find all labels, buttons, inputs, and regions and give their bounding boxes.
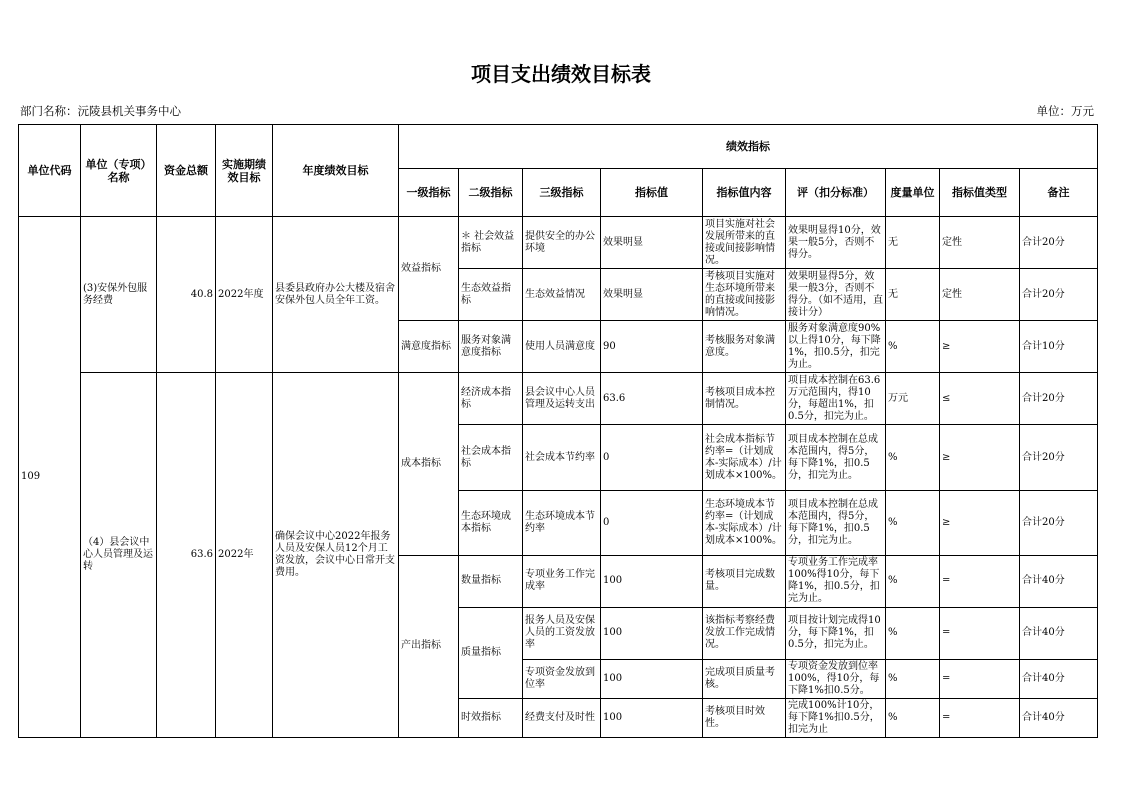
measure-unit-cell: % (886, 425, 940, 490)
annual-target-cell: 确保会议中心2022年报务人员及安保人员12个月工资发放，会议中心日常开支费用。 (273, 373, 399, 738)
level1-cell: 满意度指标 (399, 321, 459, 373)
project-funds-cell: 40.8 (157, 217, 216, 373)
remark-cell: 合计10分 (1020, 321, 1098, 373)
scoring-cell: 项目按计划完成得10分，每下降1%，扣0.5分，扣完为止。 (786, 607, 886, 659)
level3-cell: 县会议中心人员管理及运转支出 (523, 373, 601, 425)
level2-cell: 质量指标 (459, 607, 523, 698)
project-funds-cell: 63.6 (157, 373, 216, 738)
value-type-cell: = (940, 698, 1020, 737)
remark-cell: 合计40分 (1020, 698, 1098, 737)
level2-cell: 时效指标 (459, 698, 523, 737)
value-type-cell: = (940, 607, 1020, 659)
level2-cell: 服务对象满意度指标 (459, 321, 523, 373)
value-cell: 100 (601, 698, 703, 737)
level3-cell: 报务人员及安保人员的工资发放率 (523, 607, 601, 659)
header-remark: 备注 (1020, 169, 1098, 217)
remark-cell: 合计40分 (1020, 555, 1098, 607)
header-unit-code: 单位代码 (19, 125, 81, 217)
value-content-cell: 考核服务对象满意度。 (703, 321, 786, 373)
level2-cell: 社会成本指标 (459, 425, 523, 490)
measure-unit-cell: % (886, 321, 940, 373)
unit-code-cell: 109 (19, 217, 81, 738)
level1-cell: 成本指标 (399, 373, 459, 555)
scoring-cell: 效果明显得5分，效果一般3分，否则不得分。（如不适用，直接计分） (786, 269, 886, 321)
scoring-cell: 专项业务工作完成率100%得10分，每下降1%，扣0.5分，扣完为止。 (786, 555, 886, 607)
value-cell: 90 (601, 321, 703, 373)
level3-cell: 提供安全的办公环境 (523, 217, 601, 269)
project-name-cell: （4）县会议中心人员管理及运转 (81, 373, 157, 738)
header-value-content: 指标值内容 (703, 169, 786, 217)
measure-unit-cell: 万元 (886, 373, 940, 425)
header-unit-name: 单位（专项）名称 (81, 125, 157, 217)
scoring-cell: 效果明显得10分，效果一般5分，否则不得分。 (786, 217, 886, 269)
table-row (19, 373, 1098, 425)
value-cell: 63.6 (601, 373, 703, 425)
measure-unit-cell: % (886, 490, 940, 555)
value-content-cell: 该指标考察经费发放工作完成情况。 (703, 607, 786, 659)
header-total-funds: 资金总额 (157, 125, 216, 217)
remark-cell: 合计20分 (1020, 217, 1098, 269)
value-content-cell: 考核项目实施对生态环境所带来的直接或间接影响情况。 (703, 269, 786, 321)
project-name-cell: (3)安保外包服务经费 (81, 217, 157, 373)
level3-cell: 生态效益情况 (523, 269, 601, 321)
level2-cell: 生态环境成本指标 (459, 490, 523, 555)
level3-cell: 专项业务工作完成率 (523, 555, 601, 607)
annual-target-cell: 县委县政府办公大楼及宿舍安保外包人员全年工资。 (273, 217, 399, 373)
value-cell: 效果明显 (601, 269, 703, 321)
value-content-cell: 考核项目时效性。 (703, 698, 786, 737)
measure-unit-cell: 无 (886, 217, 940, 269)
scoring-cell: 完成100%计10分，每下降1%扣0.5分，扣完为止 (786, 698, 886, 737)
value-cell: 100 (601, 659, 703, 698)
value-type-cell: 定性 (940, 217, 1020, 269)
header-scoring: 评（扣分标准） (786, 169, 886, 217)
remark-cell: 合计20分 (1020, 373, 1098, 425)
level3-cell: 社会成本节约率 (523, 425, 601, 490)
level3-cell: 专项资金发放到位率 (523, 659, 601, 698)
header-level3: 三级指标 (523, 169, 601, 217)
value-content-cell: 生态环境成本节约率=（计划成本-实际成本）/计划成本×100%。 (703, 490, 786, 555)
value-type-cell: ≤ (940, 373, 1020, 425)
level3-cell: 生态环境成本节约率 (523, 490, 601, 555)
level2-cell: 生态效益指标 (459, 269, 523, 321)
value-content-cell: 完成项目质量考核。 (703, 659, 786, 698)
scoring-cell: 项目成本控制在总成本范围内，得5分，每下降1%，扣0.5分，扣完为止。 (786, 490, 886, 555)
header-measure-unit: 度量单位 (886, 169, 940, 217)
header-level2: 二级指标 (459, 169, 523, 217)
header-value: 指标值 (601, 169, 703, 217)
value-cell: 0 (601, 425, 703, 490)
value-content-cell: 社会成本指标节约率=（计划成本-实际成本）/计划成本×100%。 (703, 425, 786, 490)
value-cell: 效果明显 (601, 217, 703, 269)
value-type-cell: = (940, 659, 1020, 698)
header-annual-target: 年度绩效目标 (273, 125, 399, 217)
department-name: 部门名称：沅陵县机关事务中心 (20, 104, 181, 118)
level2-cell: 经济成本指标 (459, 373, 523, 425)
remark-cell: 合计20分 (1020, 269, 1098, 321)
level3-cell: 使用人员满意度 (523, 321, 601, 373)
project-period-cell: 2022年度 (216, 217, 273, 373)
value-type-cell: ≥ (940, 490, 1020, 555)
value-content-cell: 项目实施对社会发展所带来的直接或间接影响情况。 (703, 217, 786, 269)
currency-unit: 单位：万元 (1036, 104, 1094, 118)
level3-cell: 经费支付及时性 (523, 698, 601, 737)
value-type-cell: 定性 (940, 269, 1020, 321)
performance-target-table (18, 124, 1098, 738)
header-indicators: 绩效指标 (399, 125, 1098, 169)
measure-unit-cell: % (886, 659, 940, 698)
measure-unit-cell: 无 (886, 269, 940, 321)
value-type-cell: = (940, 555, 1020, 607)
value-cell: 0 (601, 490, 703, 555)
page-title: 项目支出绩效目标表 (471, 62, 651, 86)
level1-cell: 效益指标 (399, 217, 459, 321)
scoring-cell: 专项资金发放到位率100%，得10分，每下降1%扣0.5分。 (786, 659, 886, 698)
scoring-cell: 服务对象满意度90%以上得10分，每下降1%，扣0.5分，扣完为止。 (786, 321, 886, 373)
value-type-cell: ≥ (940, 425, 1020, 490)
header-period-target: 实施期绩效目标 (216, 125, 273, 217)
measure-unit-cell: % (886, 698, 940, 737)
level1-cell: 产出指标 (399, 555, 459, 737)
scoring-cell: 项目成本控制在63.6万元范围内，得10分，每超出1%，扣0.5分，扣完为止。 (786, 373, 886, 425)
value-content-cell: 考核项目完成数量。 (703, 555, 786, 607)
scoring-cell: 项目成本控制在总成本范围内，得5分，每下降1%，扣0.5分，扣完为止。 (786, 425, 886, 490)
value-cell: 100 (601, 607, 703, 659)
remark-cell: 合计20分 (1020, 425, 1098, 490)
value-content-cell: 考核项目成本控制情况。 (703, 373, 786, 425)
remark-cell: 合计40分 (1020, 659, 1098, 698)
remark-cell: 合计20分 (1020, 490, 1098, 555)
header-level1: 一级指标 (399, 169, 459, 217)
remark-cell: 合计40分 (1020, 607, 1098, 659)
value-type-cell: ≥ (940, 321, 1020, 373)
measure-unit-cell: % (886, 555, 940, 607)
project-period-cell: 2022年 (216, 373, 273, 738)
measure-unit-cell: % (886, 607, 940, 659)
value-cell: 100 (601, 555, 703, 607)
table-row (19, 217, 1098, 269)
level2-cell: ＊ 社会效益指标 (459, 217, 523, 269)
header-value-type: 指标值类型 (940, 169, 1020, 217)
level2-cell: 数量指标 (459, 555, 523, 607)
